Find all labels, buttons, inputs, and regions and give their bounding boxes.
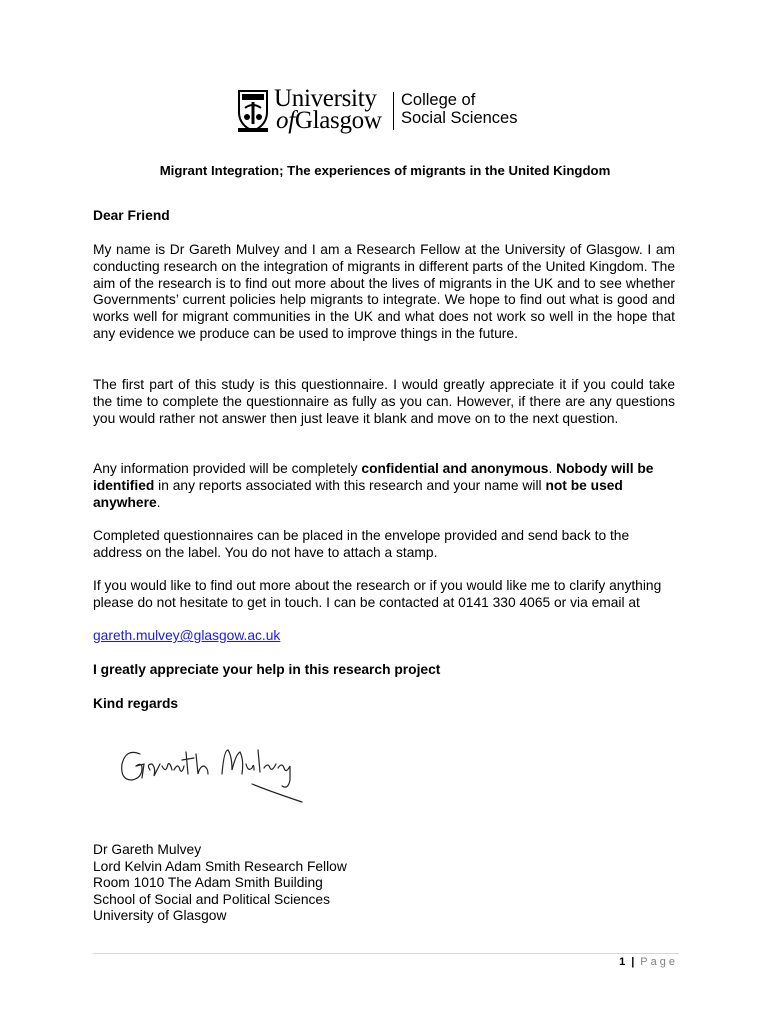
signoff-name: Dr Gareth Mulvey: [93, 842, 202, 857]
footer-separator: |: [631, 956, 635, 968]
confidentiality-bold-2: Nobody will be identified: [93, 461, 654, 493]
paragraph-intro: My name is Dr Gareth Mulvey and I am a Research Fellow at the University of Glasgow. I am conducting research on the integration of migrants in different parts of the United Kingdom. The aim of the research is to find out more about the lives of migrants in the UK and to see whether Governments’ current policies help migrants to integrate. We hope to find out what is good and works well for migrant communities in the UK and what does not work so well in the hope that any evidence we produce can be used to improve things in the future.: [93, 242, 675, 341]
college-name-line1: College of: [401, 91, 476, 109]
signoff-school: School of Social and Political Sciences: [93, 891, 330, 907]
confidentiality-bold-3: not be used anywhere: [93, 477, 623, 510]
footer-divider: [93, 953, 679, 954]
signoff-position: Lord Kelvin Adam Smith Research Fellow: [93, 858, 347, 874]
college-name-line2: Social Sciences: [401, 109, 518, 127]
paragraph-return-instructions: Completed questionnaires can be placed in the envelope provided and send back to the address on the label. You do not have to attach a stamp.: [93, 528, 630, 560]
signoff-room: Room 1010 The Adam Smith Building: [93, 875, 323, 891]
confidentiality-text-1: Any information provided will be completely: [93, 461, 362, 476]
page-number: 1: [619, 956, 626, 968]
logo-divider: [393, 92, 394, 130]
page-footer: [619, 955, 678, 969]
confidentiality-text-3: in any reports associated with this research and your name will: [154, 477, 546, 493]
paragraph-questionnaire: The first part of this study is this questionnaire. I would greatly appreciate it if you could take the time to complete the questionnaire as fully as you can. However, if there are any questions you would rather not answer then just leave it blank and move on to the next question.: [93, 377, 675, 426]
closing-line: Kind regards: [93, 696, 179, 711]
confidentiality-text-2: .: [548, 461, 557, 476]
paragraph-confidentiality: [93, 461, 675, 511]
email-line: [93, 628, 675, 645]
university-name-of: of: [276, 107, 295, 134]
university-name-line2: [276, 108, 382, 134]
university-name-line1: University: [274, 85, 377, 112]
signoff-block: [93, 842, 347, 925]
university-crest-icon: [236, 88, 270, 132]
confidentiality-text-4: .: [156, 494, 161, 510]
university-name-glasgow: Glasgow: [294, 107, 382, 134]
paragraph-contact: If you would like to find out more about the research or if you would like me to clarify anything please do not hesitate to get in touch. I can be contacted at 0141 330 4065 or via email at: [93, 578, 662, 610]
signoff-university: University of Glasgow: [93, 908, 227, 924]
university-logo: [236, 86, 536, 136]
document-title: Migrant Integration; The experiences of migrants in the United Kingdom: [159, 163, 611, 178]
salutation: Dear Friend: [93, 208, 170, 223]
handwritten-signature: [112, 740, 312, 810]
page-label: Page: [640, 956, 678, 968]
confidentiality-bold-1: confidential and anonymous: [361, 461, 549, 476]
appreciation-line: I greatly appreciate your help in this research project: [93, 662, 441, 677]
email-link[interactable]: gareth.mulvey@glasgow.ac.uk: [93, 628, 281, 643]
